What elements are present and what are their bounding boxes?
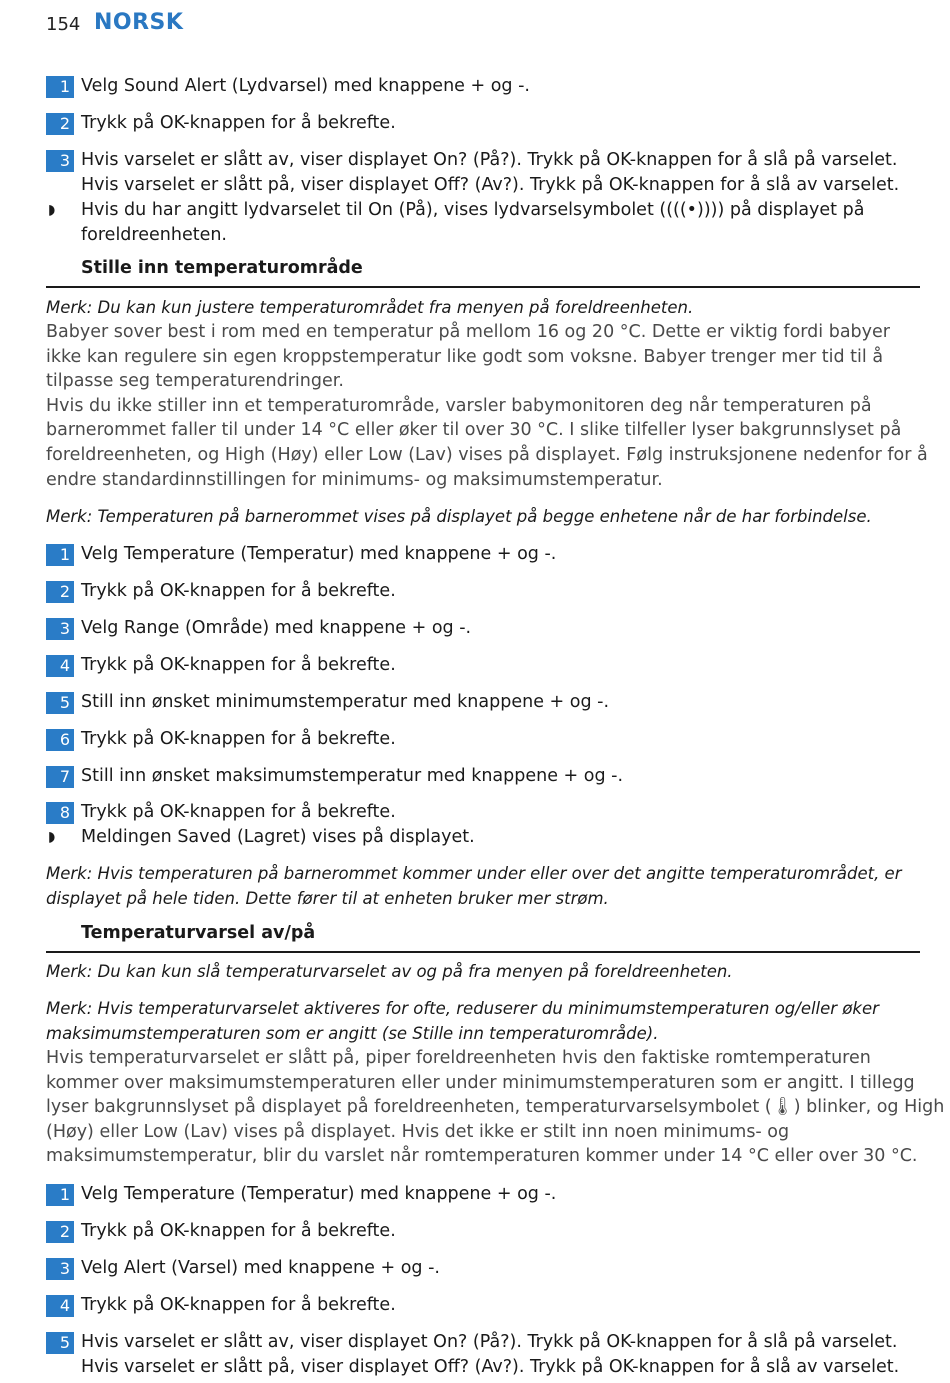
bullet-text: Meldingen Saved (Lagret) vises på displayet. bbox=[81, 827, 475, 847]
section-title: NORSK bbox=[94, 10, 184, 35]
step-text: Velg Alert (Varsel) med knappene + og -. bbox=[81, 1258, 440, 1278]
step-number-badge: 1 bbox=[46, 1184, 74, 1206]
step-item bbox=[46, 1182, 920, 1207]
step-number-badge: 4 bbox=[46, 655, 74, 677]
step-item bbox=[46, 148, 920, 198]
step-number-badge: 3 bbox=[46, 618, 74, 640]
body-line: Hvis temperaturvarselet er slått på, piper foreldreenheten hvis den faktiske romtemperaturen bbox=[46, 1048, 871, 1068]
body-paragraph bbox=[46, 320, 928, 492]
step-text: Hvis varselet er slått av, viser displayet On? (På?). Trykk på OK-knappen for å slå på varselet. bbox=[81, 150, 898, 170]
step-text: Trykk på OK-knappen for å bekrefte. bbox=[81, 581, 396, 601]
heading-text: Stille inn temperaturområde bbox=[81, 258, 363, 278]
bullet-icon: ◗ bbox=[48, 202, 56, 218]
step-item bbox=[46, 1256, 920, 1281]
step-text: Hvis varselet er slått av, viser displayet On? (På?). Trykk på OK-knappen for å slå på varselet. bbox=[81, 1332, 898, 1352]
step-item bbox=[46, 1330, 920, 1380]
step-text: Still inn ønsket maksimumstemperatur med knappene + og -. bbox=[81, 766, 624, 786]
step-number-badge: 3 bbox=[46, 1258, 74, 1280]
step-number-badge: 2 bbox=[46, 1221, 74, 1243]
body-line: endre standardinnstillingen for minimums- og maksimumstemperatur. bbox=[46, 469, 663, 490]
body-line: ikke kan regulere sin egen kroppstemperatur like godt som voksne. Babyer trenger mer tid til å bbox=[46, 346, 884, 367]
step-item bbox=[46, 616, 920, 641]
body-line: Hvis du ikke stiller inn et temperaturområde, varsler babymonitoren deg når temperaturen på bbox=[46, 395, 872, 416]
step-number-badge: 5 bbox=[46, 1332, 74, 1354]
note-text: Merk: Temperaturen på barnerommet vises på displayet på begge enhetene når de har forbindelse. bbox=[46, 507, 872, 526]
step-item bbox=[46, 542, 920, 567]
step-number-badge: 4 bbox=[46, 1295, 74, 1317]
step-text: Trykk på OK-knappen for å bekrefte. bbox=[81, 802, 396, 822]
result-bullet bbox=[46, 198, 920, 248]
step-text: Velg Temperature (Temperatur) med knappene + og -. bbox=[81, 544, 557, 564]
body-line: foreldreenheten, og High (Høy) eller Low (Lav) vises på displayet. Følg instruksjonene nedenfor for å bbox=[46, 444, 928, 465]
step-item bbox=[46, 690, 920, 715]
page-number: 154 bbox=[46, 14, 81, 35]
step-number-badge: 7 bbox=[46, 766, 74, 788]
step-text: Hvis varselet er slått på, viser displayet Off? (Av?). Trykk på OK-knappen for å slå av varselet. bbox=[81, 175, 900, 195]
step-item bbox=[46, 579, 920, 604]
step-text: Velg Sound Alert (Lydvarsel) med knappene + og -. bbox=[81, 76, 530, 96]
step-item bbox=[46, 764, 920, 789]
note-text: Merk: Du kan kun justere temperaturområdet fra menyen på foreldreenheten. bbox=[46, 298, 694, 317]
step-item bbox=[46, 727, 920, 752]
section-heading bbox=[46, 923, 920, 953]
step-number-badge: 3 bbox=[46, 150, 74, 172]
step-item bbox=[46, 74, 920, 99]
body-line: Babyer sover best i rom med en temperatur på mellom 16 og 20 °C. Dette er viktig fordi babyer bbox=[46, 322, 890, 342]
step-number-badge: 1 bbox=[46, 76, 74, 98]
note-text: Merk: Du kan kun slå temperaturvarselet av og på fra menyen på foreldreenheten. bbox=[46, 962, 733, 981]
step-number-badge: 8 bbox=[46, 802, 74, 824]
note bbox=[46, 505, 920, 530]
bullet-text: Hvis du har angitt lydvarselet til On (På), vises lydvarselsymbolet ((((•)))) på displayet på bbox=[81, 200, 865, 220]
step-text: Trykk på OK-knappen for å bekrefte. bbox=[81, 655, 396, 675]
step-text: Trykk på OK-knappen for å bekrefte. bbox=[81, 729, 396, 749]
step-text: Hvis varselet er slått på, viser displayet Off? (Av?). Trykk på OK-knappen for å slå av varselet. bbox=[81, 1357, 900, 1377]
note-text: maksimumstemperaturen som er angitt (se Stille inn temperaturområde). bbox=[46, 1023, 659, 1043]
step-text: Trykk på OK-knappen for å bekrefte. bbox=[81, 113, 396, 133]
body-line: lyser bakgrunnslyset på displayet på foreldreenheten, temperaturvarselsymbolet (🌡) blinker, og High bbox=[46, 1097, 945, 1118]
step-item bbox=[46, 800, 920, 825]
step-item bbox=[46, 111, 920, 136]
body-paragraph bbox=[46, 1046, 945, 1169]
body-line: barnerommet faller til under 14 °C eller øker til over 30 °C. I slike tilfeller lyser bakgrunnslyset på bbox=[46, 420, 902, 441]
step-item bbox=[46, 1293, 920, 1318]
step-text: Trykk på OK-knappen for å bekrefte. bbox=[81, 1221, 396, 1241]
note-text: Merk: Hvis temperaturen på barnerommet kommer under eller over det angitte temperaturområdet, er bbox=[46, 864, 902, 883]
step-number-badge: 5 bbox=[46, 692, 74, 714]
note-text: Merk: Hvis temperaturvarselet aktiveres for ofte, reduserer du minimumstemperaturen og/eller øker bbox=[46, 999, 879, 1018]
section-heading bbox=[46, 258, 920, 288]
note bbox=[46, 296, 920, 321]
step-item bbox=[46, 653, 920, 678]
step-number-badge: 6 bbox=[46, 729, 74, 751]
step-text: Trykk på OK-knappen for å bekrefte. bbox=[81, 1295, 396, 1315]
step-number-badge: 2 bbox=[46, 113, 74, 135]
note bbox=[46, 960, 920, 985]
step-item bbox=[46, 1219, 920, 1244]
body-line: kommer over maksimumstemperaturen eller under minimumstemperaturen som er angitt. I tillegg bbox=[46, 1072, 915, 1093]
bullet-text: foreldreenheten. bbox=[81, 225, 227, 245]
step-text: Velg Range (Område) med knappene + og -. bbox=[81, 618, 472, 638]
step-text: Velg Temperature (Temperatur) med knappene + og -. bbox=[81, 1184, 557, 1204]
note-text: displayet på hele tiden. Dette fører til at enheten bruker mer strøm. bbox=[46, 888, 609, 908]
body-line: maksimumstemperatur, blir du varslet når romtemperaturen kommer under 14 °C eller over 30 °C. bbox=[46, 1146, 918, 1167]
heading-text: Temperaturvarsel av/på bbox=[81, 923, 316, 943]
note bbox=[46, 997, 920, 1046]
body-line: tilpasse seg temperaturendringer. bbox=[46, 371, 344, 392]
body-line: (Høy) eller Low (Lav) vises på displayet. Hvis det ikke er stilt inn noen minimums- og bbox=[46, 1121, 790, 1142]
step-text: Still inn ønsket minimumstemperatur med knappene + og -. bbox=[81, 692, 610, 712]
step-number-badge: 1 bbox=[46, 544, 74, 566]
step-number-badge: 2 bbox=[46, 581, 74, 603]
note bbox=[46, 862, 920, 911]
result-bullet bbox=[46, 825, 920, 850]
bullet-icon: ◗ bbox=[48, 829, 56, 845]
